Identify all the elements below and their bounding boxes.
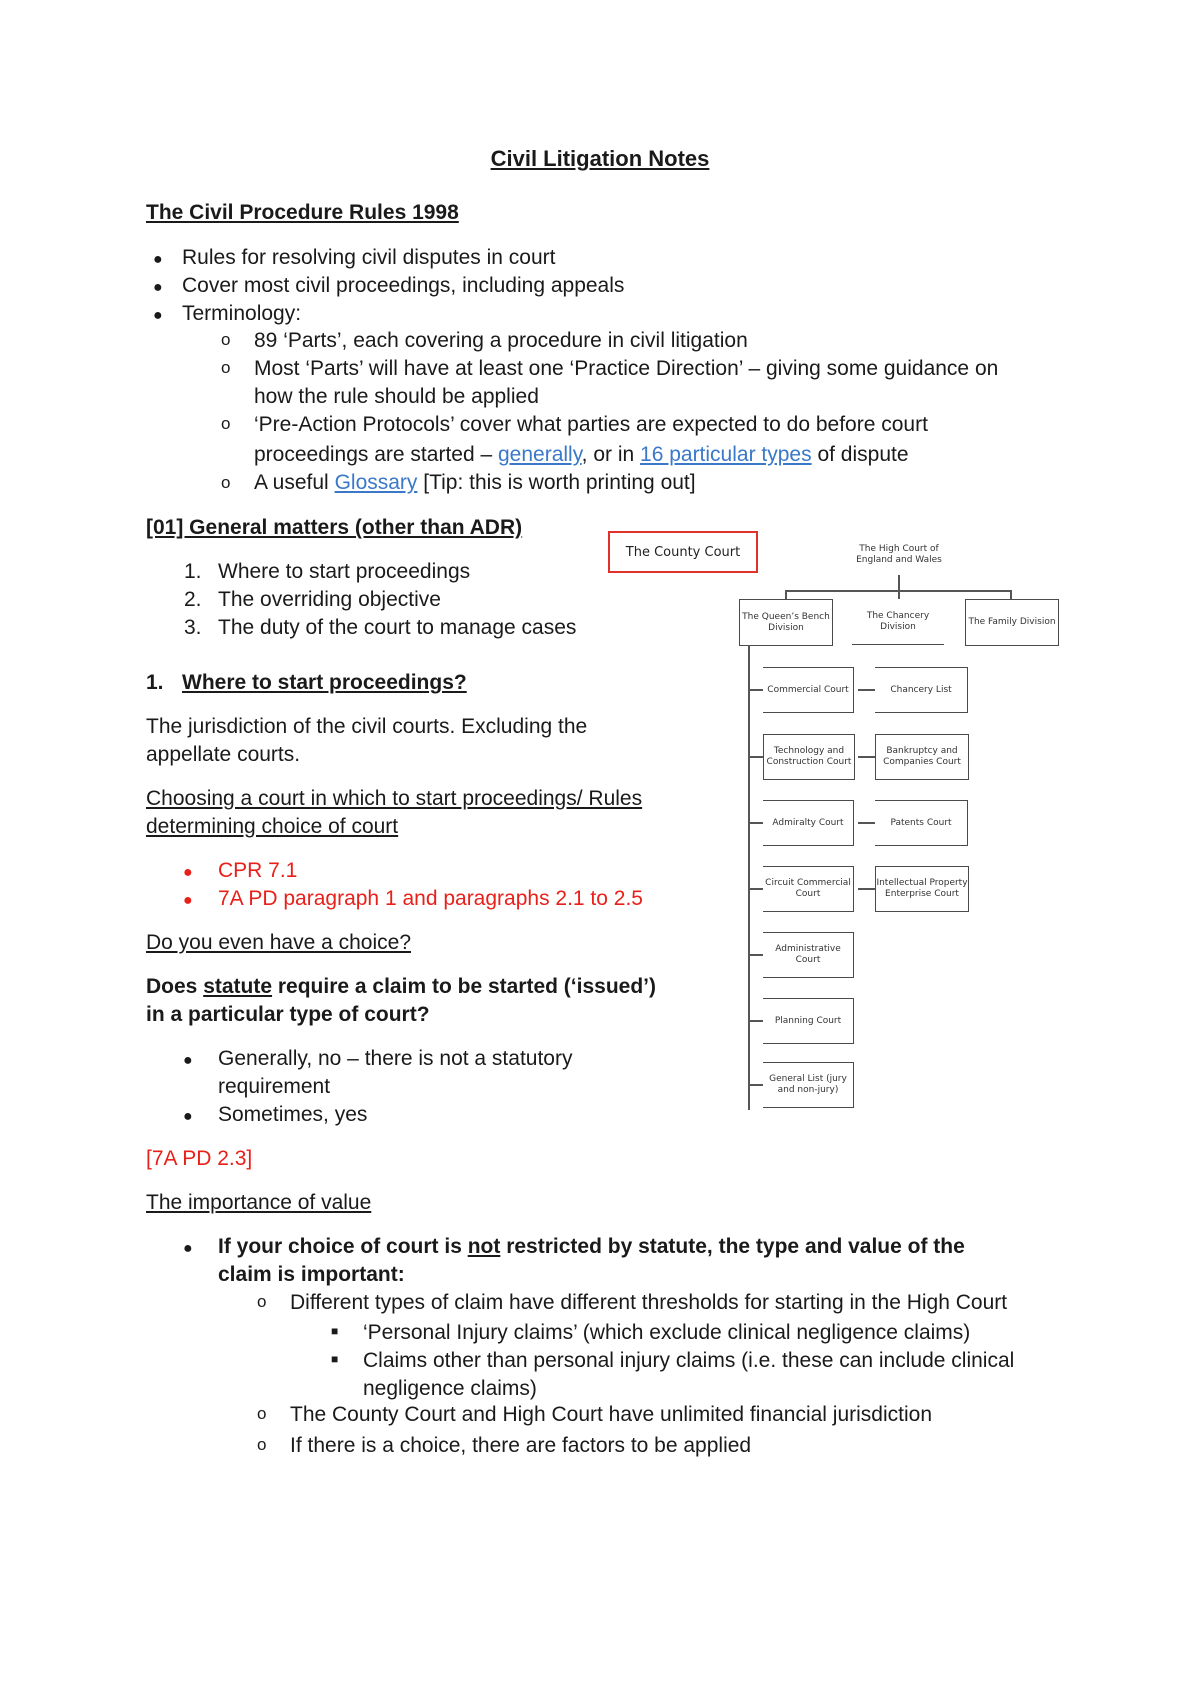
value-sub-3: If there is a choice, there are factors to be applied — [290, 1434, 752, 1457]
where-p2-l1: Choosing a court in which to start proceedings/ Rules — [146, 787, 643, 810]
cpr-sub-1: 89 ‘Parts’, each covering a procedure in civil litigation — [254, 329, 748, 352]
bullet-icon: ● — [153, 307, 163, 324]
cpr-sub-3b-text3: of dispute — [811, 443, 909, 466]
page-title: Civil Litigation Notes — [490, 146, 710, 171]
answer-1-l1: Generally, no – there is not a statutory — [218, 1047, 573, 1070]
connector-line — [748, 689, 763, 691]
statute-q-underline: statute — [203, 975, 273, 998]
connector-line — [748, 1020, 763, 1022]
general-num-2: 2. — [184, 588, 202, 611]
value-bullet-underline: not — [467, 1235, 501, 1258]
general-heading: [01] General matters (other than ADR) — [146, 516, 523, 539]
statute-q-text2: require a claim to be started (‘issued’) — [272, 975, 656, 998]
cpr-sub-2b: how the rule should be applied — [254, 385, 539, 408]
value-bullet-l2: claim is important: — [218, 1263, 405, 1286]
bullet-icon: ● — [153, 251, 163, 268]
bankruptcy-box: Bankruptcy and Companies Court — [875, 734, 969, 780]
family-division-box: The Family Division — [965, 599, 1059, 646]
cpr-sub-3a: ‘Pre-Action Protocols’ cover what parties are expected to do before court — [254, 413, 928, 436]
where-num: 1. — [146, 671, 164, 694]
general-item-2: The overriding objective — [218, 588, 441, 611]
where-p1-l1: The jurisdiction of the civil courts. Excluding the — [146, 715, 588, 738]
connector-line — [748, 1084, 763, 1086]
bullet-icon: ● — [153, 279, 163, 296]
general-item-3: The duty of the court to manage cases — [218, 616, 577, 639]
general-item-1: Where to start proceedings — [218, 560, 471, 583]
administrative-court-box: Administrative Court — [763, 932, 854, 978]
cpr-sub-3b-text: proceedings are started – — [254, 443, 498, 466]
general-num-1: 1. — [184, 560, 202, 583]
connector-line — [748, 756, 763, 758]
connector-line — [1010, 590, 1012, 599]
chancery-division-box: The Chancery Division — [852, 599, 944, 645]
connector-line — [748, 954, 763, 956]
circle-bullet-icon: o — [257, 1292, 267, 1311]
cpr-sub-2a: Most ‘Parts’ will have at least one ‘Practice Direction’ – giving some guidance on — [254, 357, 999, 380]
circle-bullet-icon: o — [257, 1435, 267, 1454]
value-heading: The importance of value — [146, 1191, 372, 1214]
cpr-sub-4-text: A useful — [254, 471, 335, 494]
circle-bullet-icon: o — [221, 330, 231, 349]
value-sq-1: ‘Personal Injury claims’ (which exclude clinical negligence claims) — [363, 1321, 971, 1344]
where-heading: Where to start proceedings? — [182, 671, 467, 694]
cpr-heading: The Civil Procedure Rules 1998 — [146, 201, 459, 224]
planning-court-box: Planning Court — [763, 998, 854, 1044]
choice-heading: Do you even have a choice? — [146, 931, 412, 954]
circuit-commercial-box: Circuit Commercial Court — [763, 866, 854, 912]
value-sq-2-l2: negligence claims) — [363, 1377, 537, 1400]
statute-q-l1 — [146, 973, 656, 1001]
square-bullet-icon: ■ — [331, 1324, 339, 1338]
bullet-icon: ● — [183, 892, 193, 909]
red-bullet-2: 7A PD paragraph 1 and paragraphs 2.1 to 2.5 — [218, 887, 643, 910]
bullet-icon: ● — [183, 864, 193, 881]
connector-line — [858, 689, 875, 691]
value-bullet-text: If your choice of court is — [218, 1235, 468, 1258]
bullet-icon: ● — [183, 1108, 193, 1125]
statute-q-l2: in a particular type of court? — [146, 1003, 430, 1026]
glossary-link[interactable]: Glossary — [334, 471, 418, 494]
circle-bullet-icon: o — [221, 473, 231, 492]
cpr-sub-3b-text2: , or in — [581, 443, 641, 466]
statute-q-text: Does — [146, 975, 204, 998]
where-p1-l2: appellate courts. — [146, 743, 301, 766]
circle-bullet-icon: o — [221, 358, 231, 377]
connector-line — [858, 822, 875, 824]
ref-7a-pd: [7A PD 2.3] — [146, 1147, 253, 1170]
cpr-sub-4 — [254, 469, 696, 497]
connector-line — [858, 888, 875, 890]
circle-bullet-icon: o — [257, 1404, 267, 1423]
chancery-list-box: Chancery List — [875, 667, 968, 713]
value-sub-1: Different types of claim have different thresholds for starting in the High Court — [290, 1291, 1008, 1314]
patents-court-box: Patents Court — [875, 800, 968, 846]
cpr-bullet-3: Terminology: — [182, 302, 302, 325]
value-sub-2: The County Court and High Court have unlimited financial jurisdiction — [290, 1403, 932, 1426]
value-bullet-l1 — [218, 1233, 965, 1261]
cpr-sub-3b — [254, 441, 909, 469]
cpr-sub-4-text2: [Tip: this is worth printing out] — [417, 471, 696, 494]
connector-line — [785, 590, 787, 599]
circle-bullet-icon: o — [221, 414, 231, 433]
bullet-icon: ● — [183, 1240, 193, 1257]
high-court-label: The High Court of England and Wales — [856, 544, 942, 565]
cpr-bullet-1: Rules for resolving civil disputes in court — [182, 246, 556, 269]
general-list-box: General List (jury and non-jury) — [763, 1062, 854, 1108]
cpr-bullet-2: Cover most civil proceedings, including appeals — [182, 274, 625, 297]
qbd-box: The Queen’s Bench Division — [739, 599, 833, 646]
where-p2-l2: determining choice of court — [146, 815, 399, 838]
connector-line — [898, 575, 900, 599]
value-bullet-text2: restricted by statute, the type and value of the — [500, 1235, 965, 1258]
connector-line — [748, 888, 763, 890]
connector-line — [858, 756, 875, 758]
ipec-box: Intellectual Property Enterprise Court — [875, 866, 969, 912]
answer-2: Sometimes, yes — [218, 1103, 368, 1126]
square-bullet-icon: ■ — [331, 1352, 339, 1366]
connector-line — [748, 645, 750, 1110]
value-sq-2-l1: Claims other than personal injury claims (i.e. these can include clinical — [363, 1349, 1015, 1372]
generally-link[interactable]: generally — [497, 443, 582, 466]
commercial-court-box: Commercial Court — [763, 667, 854, 713]
bullet-icon: ● — [183, 1052, 193, 1069]
answer-1-l2: requirement — [218, 1075, 331, 1098]
admiralty-court-box: Admiralty Court — [763, 800, 854, 846]
particular-types-link[interactable]: 16 particular types — [640, 443, 812, 466]
general-num-3: 3. — [184, 616, 202, 639]
county-court-box: The County Court — [608, 531, 758, 573]
tcc-box: Technology and Construction Court — [763, 734, 855, 780]
red-bullet-1: CPR 7.1 — [218, 859, 298, 882]
connector-line — [748, 822, 763, 824]
